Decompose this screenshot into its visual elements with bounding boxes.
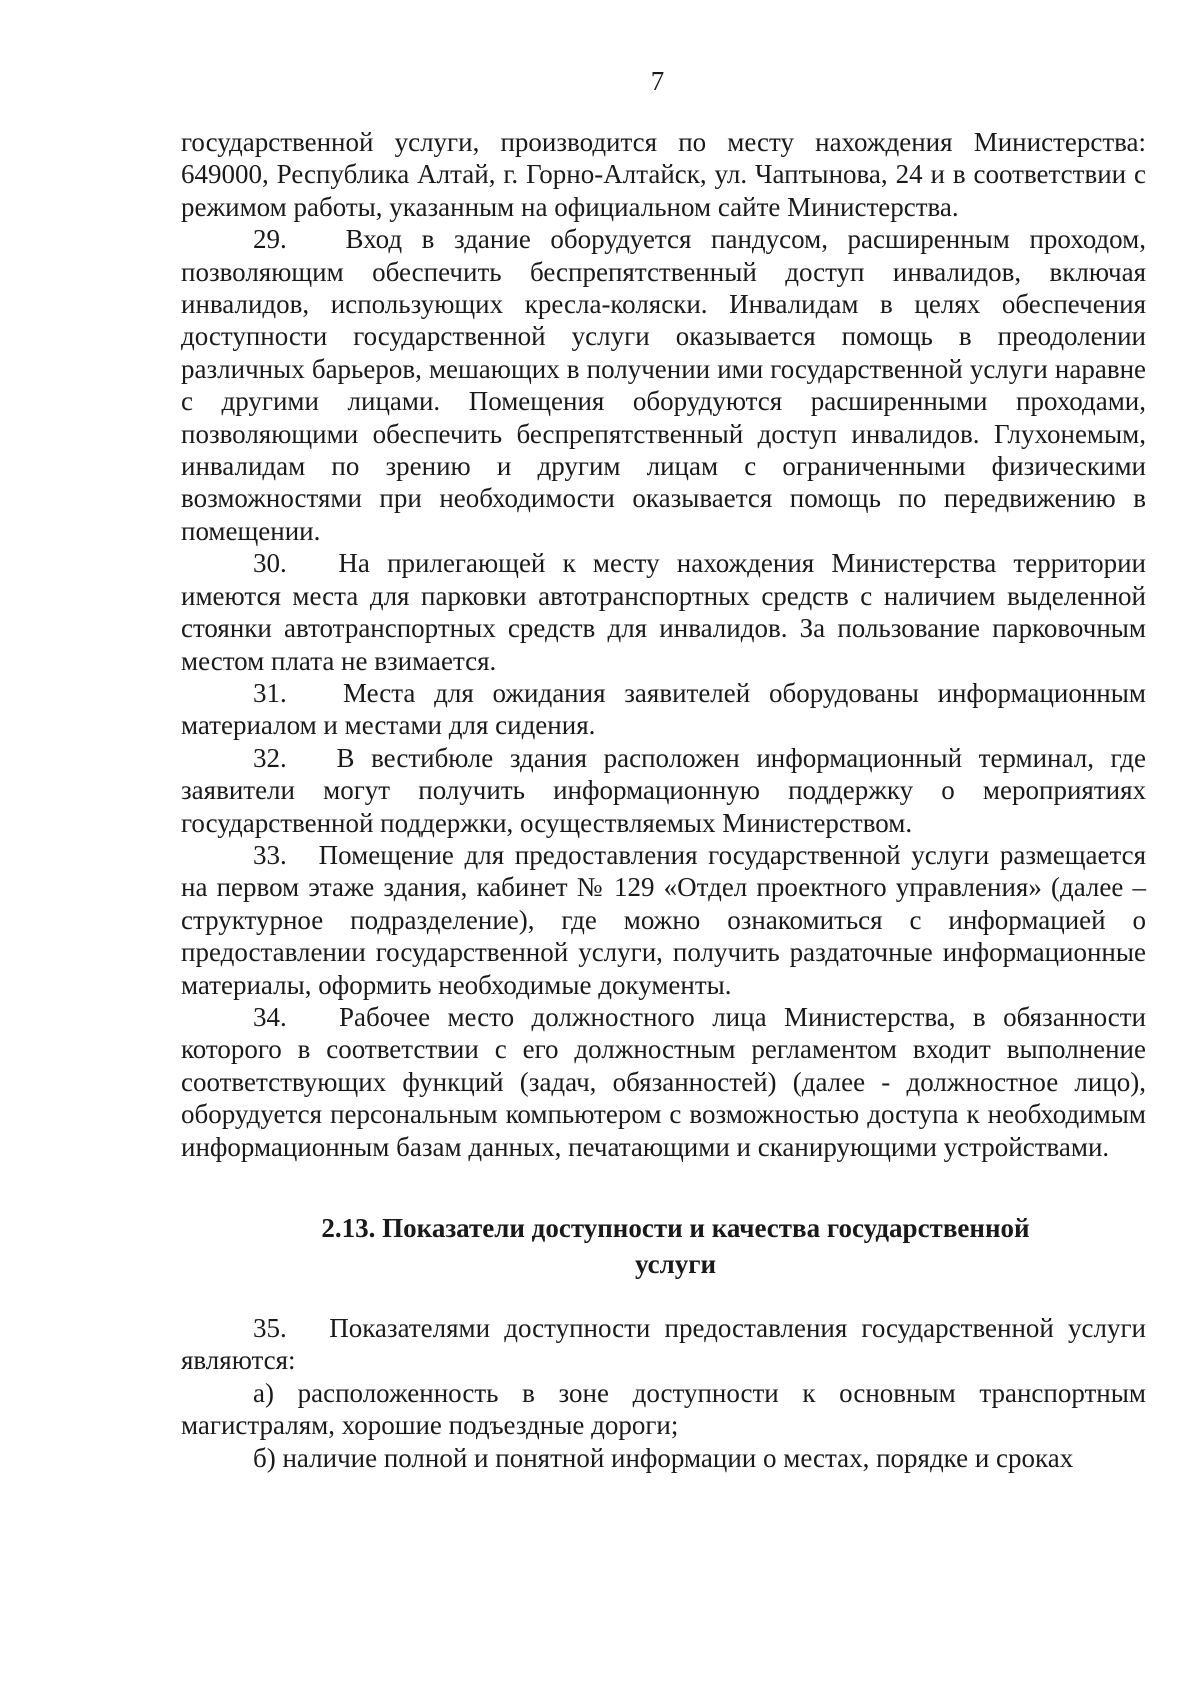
paragraph-33: 33. Помещение для предоставления государственной услуги размещается на первом этаже здания, кабинет № 129 «Отдел проектного управления» (далее – структурное подразделение), где можно ознакомиться с информацией о предоставлении государственной услуги, получить раздаточные информационные материалы, оформить необходимые документы. [181,839,1146,1000]
paragraph-35: 35. Показателями доступности предоставления государственной услуги являются: [181,1313,1146,1376]
section-heading-line-2: услуги [634,1249,717,1279]
paragraph-30: 30. На прилегающей к месту нахождения Министерства территории имеются места для парковки автотранспортных средств с наличием выделенной стоянки автотранспортных средств для инвалидов. За пользование парковочным местом плата не взимается. [181,548,1146,676]
section-heading [181,1210,1146,1282]
paragraph-31: 31. Места для ожидания заявителей оборудованы информационным материалом и местами для сидения. [181,677,1146,741]
document-body [181,126,1146,1474]
list-item-b: б) наличие полной и понятной информации о местах, порядке и сроках [253,1442,1074,1473]
paragraph-continuation: государственной услуги, производится по месту нахождения Министерства: 649000, Республика Алтай, г. Горно-Алтайск, ул. Чаптынова, 24 и в соответствии с режимом работы, указанным на официальном сайте Министерства. [181,127,1146,222]
page-number: 7 [650,66,665,96]
paragraph-29: 29. Вход в здание оборудуется пандусом, расширенным проходом, позволяющим обеспечить беспрепятственный доступ инвалидов, включая инвалидов, использующих кресла-коляски. Инвалидам в целях обеспечения доступности государственной услуги оказывается помощь в преодолении различных барьеров, мешающих в получении ими государственной услуги наравне с другими лицами. Помещения оборудуются расширенными проходами, позволяющими обеспечить беспрепятственный доступ инвалидов. Глухонемым, инвалидам по зрению и другим лицам с ограниченными физическими возможностями при необходимости оказывается помощь по передвижению в помещении. [181,224,1146,546]
list-item-a: а) расположенность в зоне доступности к основным транспортным магистралям, хорошие подъездные дороги; [181,1377,1146,1441]
paragraph-34: 34. Рабочее место должностного лица Министерства, в обязанности которого в соответствии с его должностным регламентом входит выполнение соответствующих функций (задач, обязанностей) (далее - должностное лицо), оборудуется персональным компьютером с возможностью доступа к необходимым информационным базам данных, печатающими и сканирующими устройствами. [181,1001,1146,1162]
paragraph-32: 32. В вестибюле здания расположен информационный терминал, где заявители могут получить информационную поддержку о мероприятиях государственной поддержки, осуществляемых Министерством. [181,742,1146,838]
section-heading-line-1: 2.13. Показатели доступности и качества государственной [321,1213,1030,1243]
